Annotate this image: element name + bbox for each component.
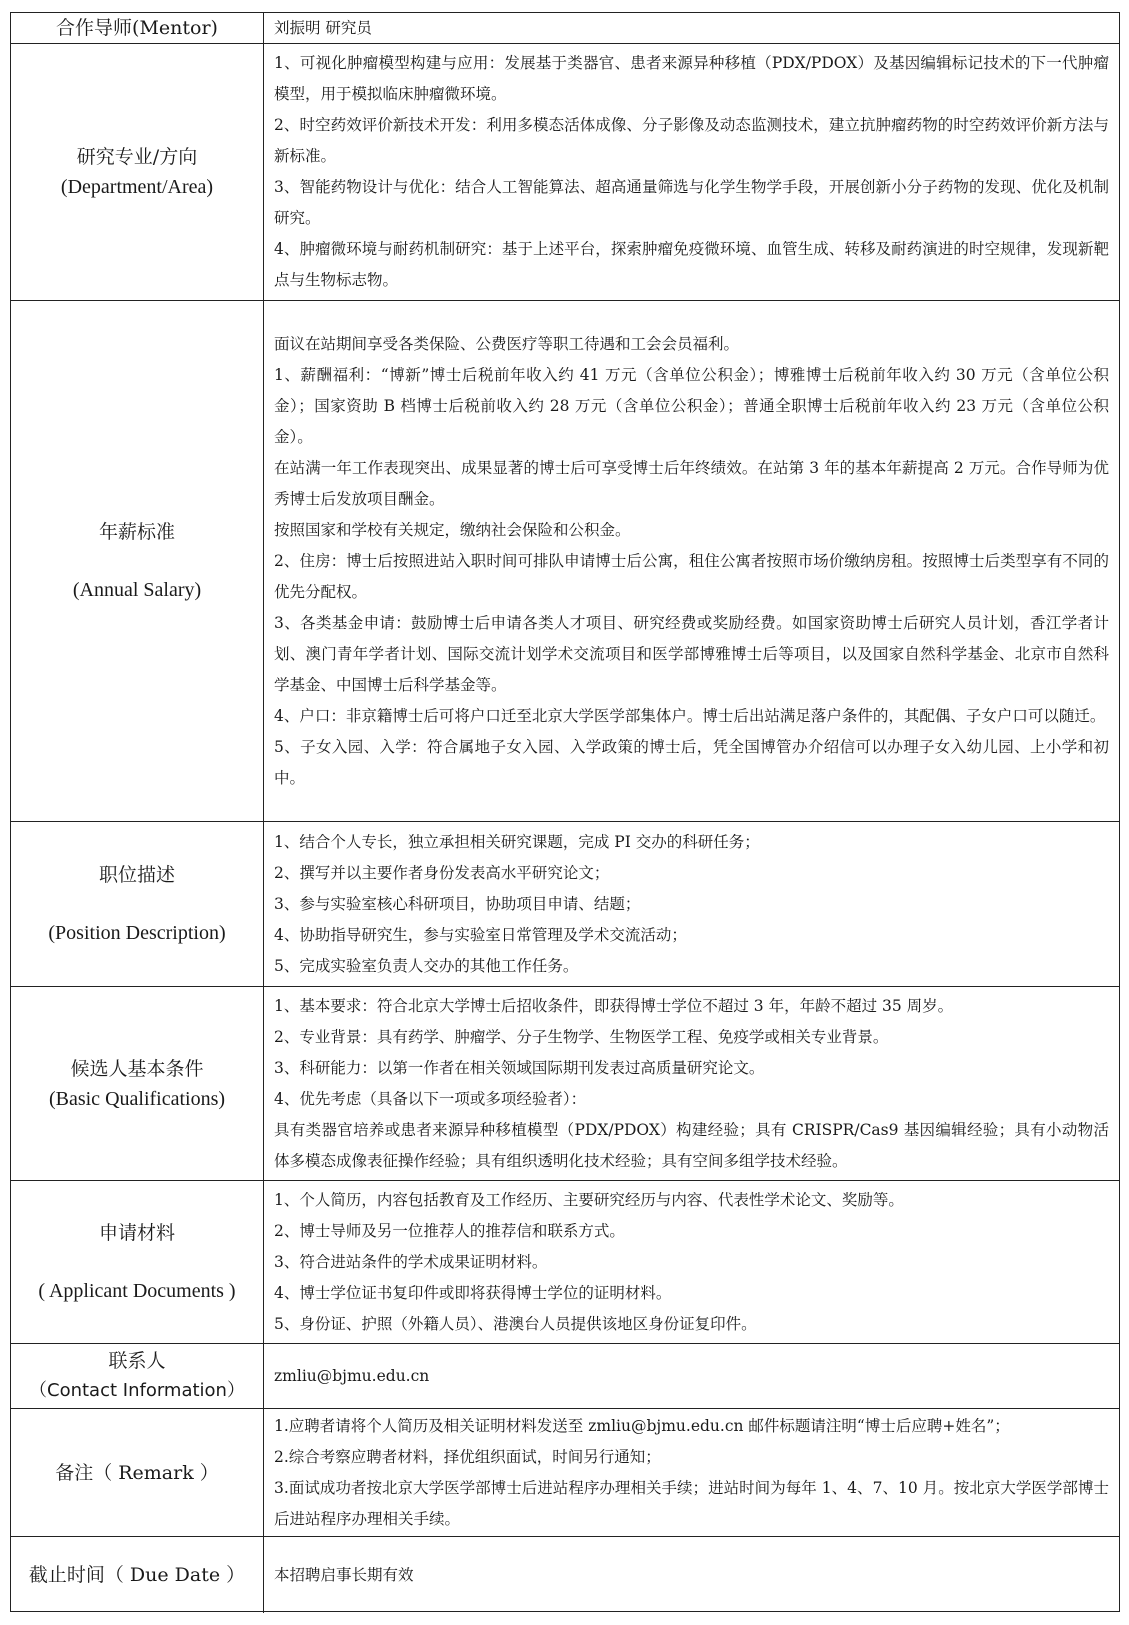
contact-label-cn: 联系人 (108, 1350, 166, 1372)
research-item: 4、肿瘤微环境与耐药机制研究：基于上述平台，探索肿瘤免疫微环境、血管生成、转移及耐药演进的时空规律，发现新靶点与生物标志物。 (274, 240, 1109, 289)
due-label-text: 截止时间（ Due Date ） (28, 1564, 246, 1586)
documents-item: 3、符合进站条件的学术成果证明材料。 (274, 1252, 548, 1271)
position-label-en: (Position Description) (48, 922, 226, 944)
remark-item: 1.应聘者请将个人简历及相关证明材料发送至 zmliu@bjmu.edu.cn 邮件标题请注明“博士后应聘+姓名”； (274, 1416, 1010, 1435)
mentor-value: 刘振明 研究员 (274, 18, 372, 37)
mentor-cell (264, 13, 1119, 44)
salary-cell (264, 301, 1119, 822)
position-item: 1、结合个人专长，独立承担相关研究课题，完成 PI 交办的科研任务； (274, 832, 760, 851)
research-item: 3、智能药物设计与优化：结合人工智能算法、超高通量筛选与化学生物学手段，开展创新小分子药物的发现、优化及机制研究。 (274, 178, 1109, 227)
salary-item: 3、各类基金申请：鼓励博士后申请各类人才项目、研究经费或奖励经费。如国家资助博士后研究人员计划，香江学者计划、澳门青年学者计划、国际交流计划学术交流项目和医学部博雅博士后等项目，以及国家自然科学基金、北京市自然科学基金、中国博士后科学基金等。 (274, 613, 1109, 694)
documents-cell (264, 1181, 1119, 1344)
due-value: 本招聘启事长期有效 (274, 1565, 414, 1584)
position-label-cn: 职位描述 (98, 864, 175, 886)
salary-item: 1、薪酬福利：“博新”博士后税前年收入约 41 万元（含单位公积金）；博雅博士后税前年收入约 30 万元（含单位公积金）；国家资助 B 档博士后税前收入约 28 万元（含单位公积金）；普通全职博士后税前年收入约 23 万元（含单位公积金）。 (274, 365, 1109, 446)
research-label-cn: 研究专业/方向 (76, 146, 198, 168)
salary-item: 按照国家和学校有关规定，缴纳社会保险和公积金。 (274, 520, 631, 539)
salary-label-en: (Annual Salary) (72, 579, 202, 601)
research-label-en: (Department/Area) (60, 176, 214, 198)
due-label (11, 1537, 264, 1613)
qualifications-label (11, 987, 264, 1181)
qualifications-item: 1、基本要求：符合北京大学博士后招收条件，即获得博士学位不超过 3 年，年龄不超过 35 周岁。 (274, 996, 954, 1015)
remark-item: 2.综合考察应聘者材料，择优组织面试，时间另行通知； (274, 1447, 661, 1466)
position-item: 2、撰写并以主要作者身份发表高水平研究论文； (274, 863, 610, 882)
qualifications-item: 4、优先考虑（具备以下一项或多项经验者）： (274, 1089, 587, 1108)
research-item: 1、可视化肿瘤模型构建与应用：发展基于类器官、患者来源异种移植（PDX/PDOX）及基因编辑标记技术的下一代肿瘤模型，用于模拟临床肿瘤微环境。 (274, 54, 1109, 103)
remark-label-text: 备注（ Remark ） (55, 1461, 219, 1484)
position-item: 3、参与实验室核心科研项目，协助项目申请、结题； (274, 894, 641, 913)
position-item: 5、完成实验室负责人交办的其他工作任务。 (274, 956, 579, 975)
documents-label (11, 1181, 264, 1344)
documents-item: 2、博士导师及另一位推荐人的推荐信和联系方式。 (274, 1221, 625, 1240)
remark-cell (264, 1409, 1119, 1537)
qualifications-item: 2、专业背景：具有药学、肿瘤学、分子生物学、生物医学工程、免疫学或相关专业背景。 (274, 1027, 889, 1046)
documents-item: 1、个人简历，内容包括教育及工作经历、主要研究经历与内容、代表性学术论文、奖励等。 (274, 1190, 904, 1209)
position-cell (264, 822, 1119, 987)
salary-item: 面议在站期间享受各类保险、公费医疗等职工待遇和工会会员福利。 (274, 334, 740, 353)
salary-item: 5、子女入园、入学：符合属地子女入园、入学政策的博士后，凭全国博管办介绍信可以办理子女入幼儿园、上小学和初中。 (274, 737, 1109, 787)
remark-item: 3.面试成功者按北京大学医学部博士后进站程序办理相关手续；进站时间为每年 1、4、7、10 月。按北京大学医学部博士后进站程序办理相关手续。 (274, 1478, 1109, 1528)
qualifications-item: 具有类器官培养或患者来源异种移植模型（PDX/PDOX）构建经验；具有 CRISPR/Cas9 基因编辑经验；具有小动物活体多模态成像表征操作经验；具有组织透明化技术经验；具有空间多组学技术经验。 (274, 1120, 1109, 1170)
salary-item: 4、户口：非京籍博士后可将户口迁至北京大学医学部集体户。博士后出站满足落户条件的，其配偶、子女户口可以随迁。 (274, 706, 1106, 725)
research-cell (264, 44, 1119, 301)
due-cell (264, 1537, 1119, 1613)
documents-item: 4、博士学位证书复印件或即将获得博士学位的证明材料。 (274, 1283, 672, 1302)
salary-item: 在站满一年工作表现突出、成果显著的博士后可享受博士后年终绩效。在站第 3 年的基本年薪提高 2 万元。合作导师为优秀博士后发放项目酬金。 (274, 458, 1109, 508)
documents-item: 5、身份证、护照（外籍人员）、港澳台人员提供该地区身份证复印件。 (274, 1314, 757, 1333)
qualifications-label-cn: 候选人基本条件 (70, 1057, 204, 1080)
position-label (11, 822, 264, 987)
salary-label-cn: 年薪标准 (98, 521, 175, 543)
salary-label (11, 301, 264, 822)
contact-cell (264, 1344, 1119, 1409)
qualifications-item: 3、科研能力：以第一作者在相关领域国际期刊发表过高质量研究论文。 (274, 1058, 765, 1077)
position-item: 4、协助指导研究生，参与实验室日常管理及学术交流活动； (274, 925, 687, 944)
contact-label-en: （Contact Information） (29, 1380, 245, 1401)
documents-label-en: ( Applicant Documents ) (38, 1280, 236, 1302)
mentor-label-text: 合作导师(Mentor) (56, 17, 218, 39)
remark-label (11, 1409, 264, 1537)
mentor-label (11, 13, 264, 44)
contact-label (11, 1344, 264, 1409)
research-label (11, 44, 264, 301)
salary-item: 2、住房：博士后按照进站入职时间可排队申请博士后公寓，租住公寓者按照市场价缴纳房租。按照博士后类型享有不同的优先分配权。 (274, 551, 1109, 601)
qualifications-cell (264, 987, 1119, 1181)
recruitment-table (10, 12, 1120, 1612)
contact-email: zmliu@bjmu.edu.cn (274, 1366, 430, 1385)
qualifications-label-en: (Basic Qualifications) (48, 1087, 226, 1110)
research-item: 2、时空药效评价新技术开发：利用多模态活体成像、分子影像及动态监测技术，建立抗肿瘤药物的时空药效评价新方法与新标准。 (274, 116, 1109, 165)
documents-label-cn: 申请材料 (98, 1222, 175, 1244)
